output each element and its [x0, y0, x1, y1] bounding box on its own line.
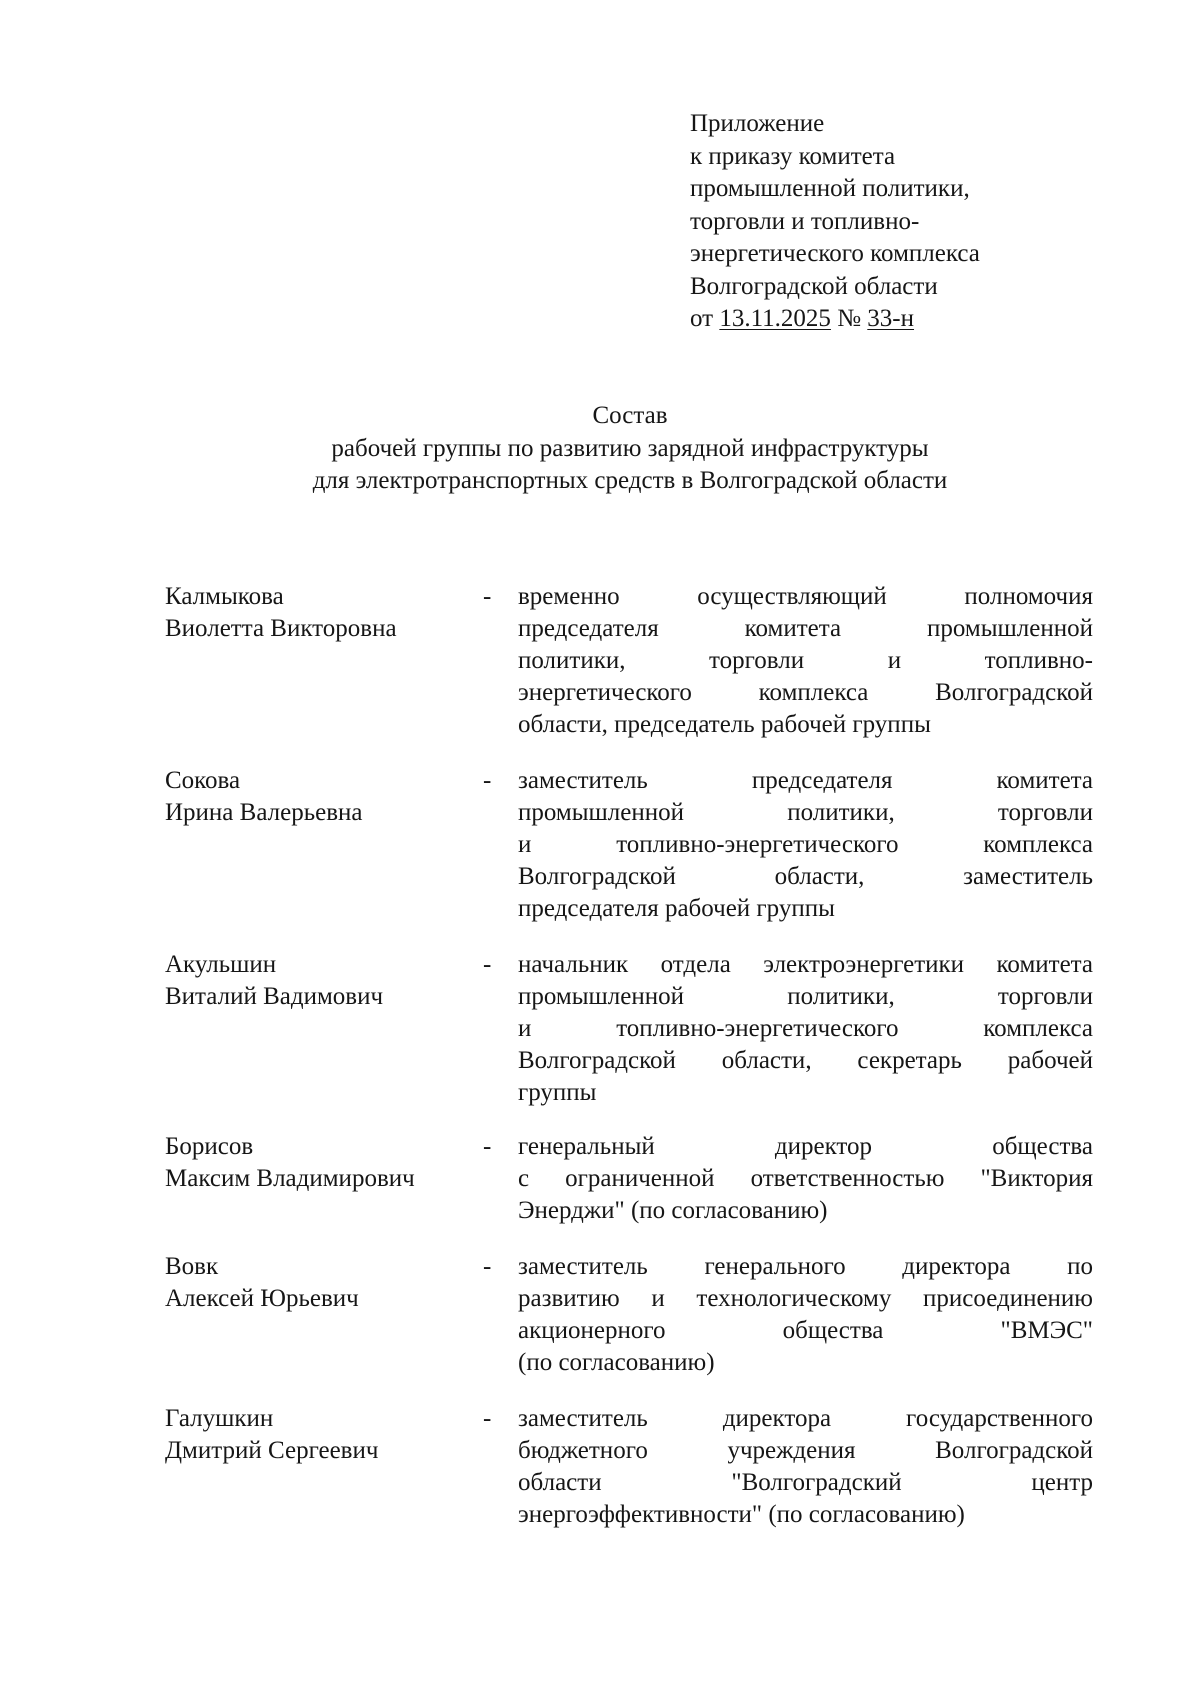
role-line: области, председатель рабочей группы [518, 711, 931, 738]
role-line: политики, торговли и топливно- [518, 647, 1093, 674]
role-line: Волгоградской области, заместитель [518, 863, 1093, 890]
member-name [165, 949, 383, 1013]
appendix-line: торговли и топливно- [690, 207, 920, 235]
member-role [518, 1131, 1093, 1227]
member-surname: Акульшин [165, 951, 277, 978]
appendix-line: к приказу комитета [690, 142, 896, 170]
member-name [165, 1403, 378, 1467]
role-line: заместитель директора государственного [518, 1405, 1093, 1432]
appendix-line: промышленной политики, [690, 175, 970, 202]
role-line: бюджетного учреждения Волгоградской [518, 1437, 1093, 1464]
title-line-2: рабочей группы по развитию зарядной инфраструктуры [331, 434, 929, 462]
appendix-header [690, 108, 980, 336]
member-given-name: Алексей Юрьевич [165, 1285, 359, 1312]
role-line: Волгоградской области, секретарь рабочей [518, 1047, 1093, 1074]
role-line: председателя рабочей группы [518, 895, 835, 922]
member-given-name: Ирина Валерьевна [165, 799, 363, 826]
member-given-name: Дмитрий Сергеевич [165, 1437, 379, 1464]
role-line: группы [518, 1079, 597, 1106]
member-role [518, 1251, 1093, 1379]
appendix-line: Волгоградской области [690, 272, 938, 300]
member-dash: - [483, 583, 492, 610]
role-line: генеральный директор общества [518, 1133, 1093, 1160]
member-surname: Галушкин [165, 1405, 274, 1432]
appendix-line: энергетического комплекса [690, 240, 980, 267]
role-line: Энерджи" (по согласованию) [518, 1197, 828, 1224]
order-date-line [690, 303, 980, 336]
role-line: (по согласованию) [518, 1349, 715, 1376]
role-line: энергетического комплекса Волгоградской [518, 679, 1093, 706]
member-surname: Борисов [165, 1133, 254, 1160]
member-surname: Сокова [165, 767, 241, 794]
member-role [518, 949, 1093, 1109]
member-dash: - [483, 1405, 492, 1432]
member-dash: - [483, 767, 492, 794]
title-line-3: для электротранспортных средств в Волгоградской области [312, 467, 948, 494]
role-line: начальник отдела электроэнергетики комитета [518, 951, 1093, 978]
role-line: развитию и технологическому присоединению [518, 1285, 1093, 1312]
member-name [165, 581, 397, 645]
member-name [165, 1131, 415, 1195]
role-line: заместитель генерального директора по [518, 1253, 1093, 1280]
role-line: с ограниченной ответственностью "Виктория [518, 1165, 1093, 1192]
member-name [165, 1251, 359, 1315]
order-number: 33-н [867, 305, 915, 332]
member-role [518, 765, 1093, 925]
role-line: акционерного общества "ВМЭС" [518, 1317, 1093, 1344]
role-line: председателя комитета промышленной [518, 615, 1093, 642]
member-role [518, 1403, 1093, 1531]
member-dash: - [483, 1253, 492, 1280]
member-given-name: Виолетта Викторовна [165, 615, 397, 642]
number-prefix: № [830, 305, 868, 332]
member-given-name: Виталий Вадимович [165, 983, 384, 1010]
member-name [165, 765, 363, 829]
role-line: промышленной политики, торговли [518, 983, 1093, 1010]
member-dash: - [483, 951, 492, 978]
date-prefix: от [690, 305, 720, 332]
role-line: временно осуществляющий полномочия [518, 583, 1093, 610]
member-dash: - [483, 1133, 492, 1160]
member-surname: Вовк [165, 1253, 219, 1280]
member-role [518, 581, 1093, 741]
role-line: области "Волгоградский центр [518, 1469, 1093, 1496]
title-line-1: Состав [592, 402, 668, 429]
role-line: промышленной политики, торговли [518, 799, 1093, 826]
role-line: и топливно-энергетического комплекса [518, 831, 1093, 858]
member-surname: Калмыкова [165, 583, 284, 610]
member-given-name: Максим Владимирович [165, 1165, 415, 1192]
role-line: заместитель председателя комитета [518, 767, 1093, 794]
role-line: энергоэффективности" (по согласованию) [518, 1501, 965, 1528]
order-date: 13.11.2025 [719, 305, 831, 332]
role-line: и топливно-энергетического комплекса [518, 1015, 1093, 1042]
appendix-line: Приложение [690, 110, 825, 137]
document-title [0, 400, 1200, 498]
